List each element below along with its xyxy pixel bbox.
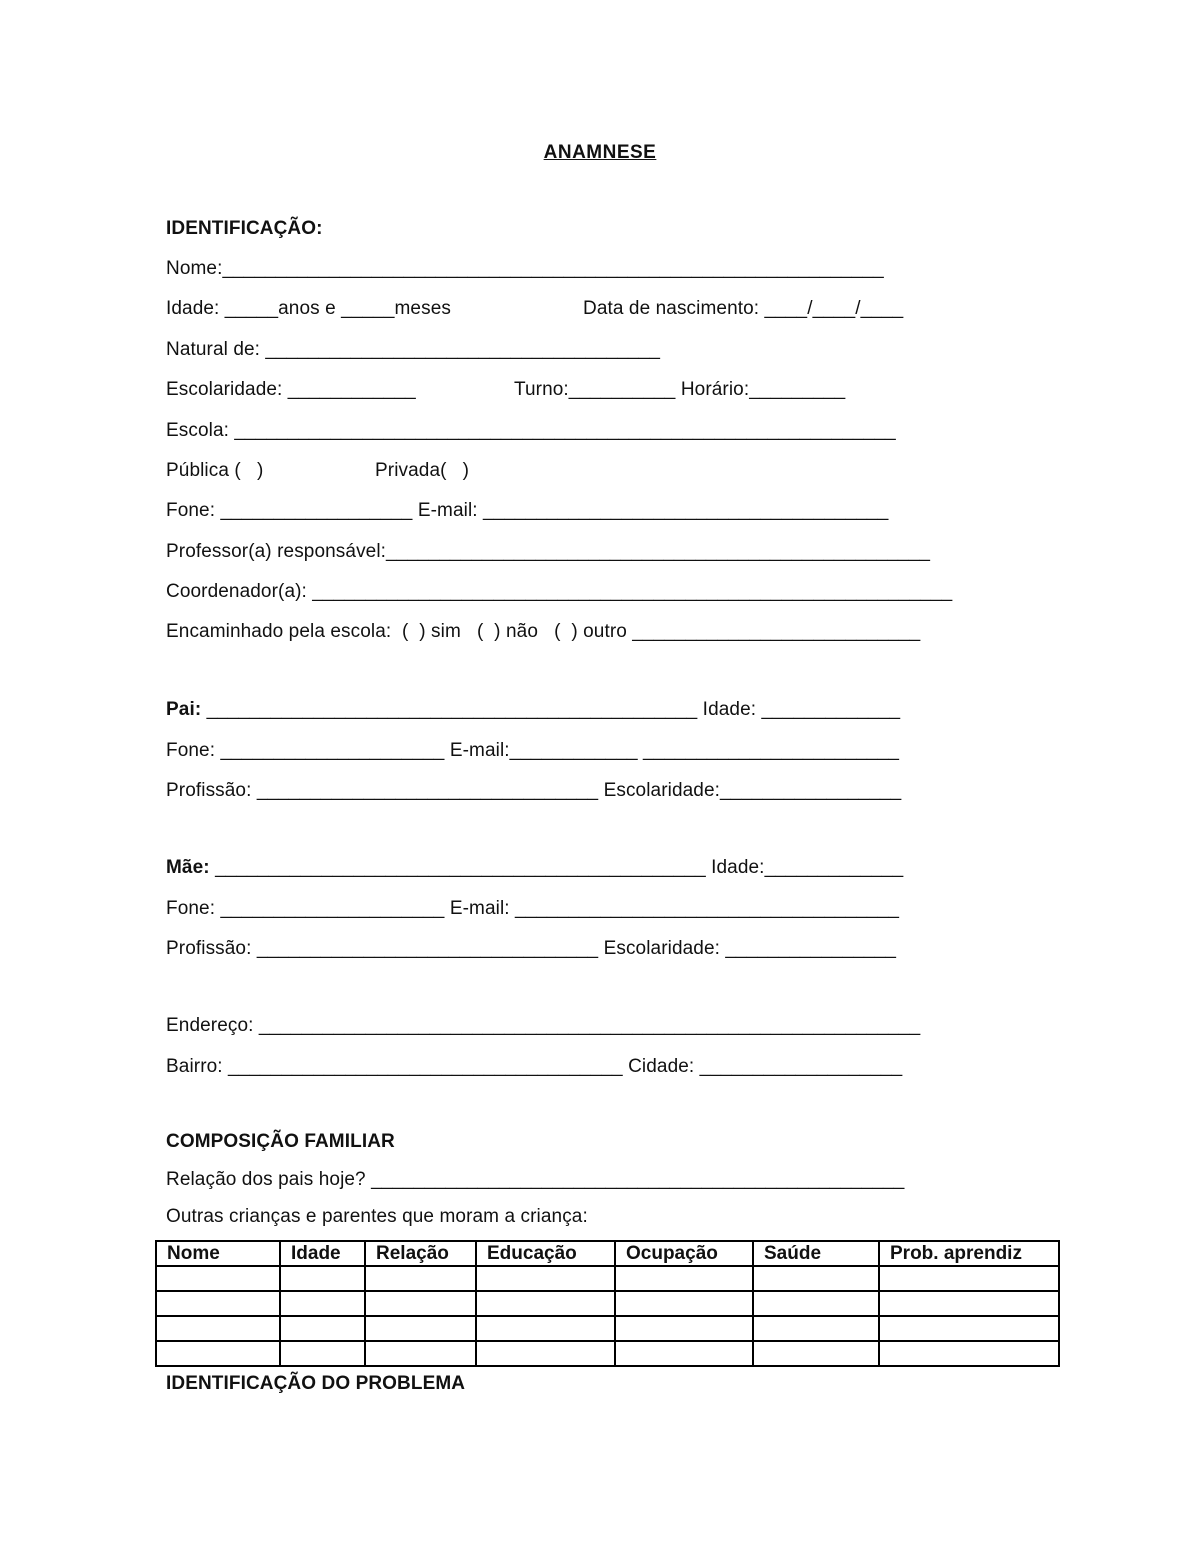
table-cell[interactable] — [280, 1341, 365, 1366]
pai-profissao-field[interactable]: Profissão: ________________________________ Escolaridade:_________________ — [166, 780, 902, 801]
table-cell[interactable] — [365, 1316, 476, 1341]
table-row — [156, 1291, 1059, 1316]
table-cell[interactable] — [476, 1291, 615, 1316]
family-table — [155, 1240, 1060, 1367]
encaminhado-field[interactable]: Encaminhado pela escola: ( ) sim ( ) não ( ) outro ___________________________ — [166, 621, 921, 642]
endereco-field[interactable]: Endereço: ______________________________________________________________ — [166, 1015, 921, 1036]
table-row — [156, 1341, 1059, 1366]
problema-heading: IDENTIFICAÇÃO DO PROBLEMA — [166, 1373, 466, 1394]
fone-email-field[interactable]: Fone: __________________ E-mail: ______________________________________ — [166, 500, 889, 521]
col-saude-header: Saúde — [753, 1241, 879, 1266]
table-cell[interactable] — [476, 1341, 615, 1366]
col-prob-aprendiz-header: Prob. aprendiz — [879, 1241, 1059, 1266]
table-cell[interactable] — [476, 1266, 615, 1291]
pai-nome-row[interactable] — [166, 699, 900, 721]
table-cell[interactable] — [879, 1316, 1059, 1341]
table-cell[interactable] — [280, 1266, 365, 1291]
table-cell[interactable] — [879, 1291, 1059, 1316]
mae-nome-field[interactable]: ______________________________________________ Idade:_____________ — [209, 857, 904, 878]
col-educacao-header: Educação — [476, 1241, 615, 1266]
table-cell[interactable] — [365, 1341, 476, 1366]
table-cell[interactable] — [879, 1341, 1059, 1366]
escola-field[interactable]: Escola: ______________________________________________________________ — [166, 420, 896, 441]
table-cell[interactable] — [615, 1341, 753, 1366]
col-relacao-header: Relação — [365, 1241, 476, 1266]
page-title: ANAMNESE — [543, 142, 657, 163]
col-nome-header: Nome — [156, 1241, 280, 1266]
table-cell[interactable] — [156, 1316, 280, 1341]
pai-nome-field[interactable]: ______________________________________________ Idade: _____________ — [201, 699, 901, 720]
professor-field[interactable]: Professor(a) responsável:___________________________________________________ — [166, 541, 931, 562]
table-cell[interactable] — [753, 1266, 879, 1291]
pai-label: Pai: — [166, 699, 202, 720]
pai-fone-email-field[interactable]: Fone: _____________________ E-mail:____________ ________________________ — [166, 740, 900, 761]
composicao-heading: COMPOSIÇÃO FAMILIAR — [166, 1131, 395, 1152]
mae-fone-email-field[interactable]: Fone: _____________________ E-mail: ____________________________________ — [166, 898, 900, 919]
data-nascimento-field[interactable]: Data de nascimento: ____/____/____ — [583, 298, 904, 319]
mae-label: Mãe: — [166, 857, 210, 878]
table-row — [156, 1316, 1059, 1341]
table-cell[interactable] — [156, 1291, 280, 1316]
table-cell[interactable] — [365, 1291, 476, 1316]
relacao-pais-field[interactable]: Relação dos pais hoje? __________________________________________________ — [166, 1169, 905, 1190]
mae-nome-row[interactable] — [166, 857, 903, 879]
mae-profissao-field[interactable]: Profissão: ________________________________ Escolaridade: ________________ — [166, 938, 897, 959]
escolaridade-field[interactable]: Escolaridade: ____________ — [166, 379, 416, 400]
privada-checkbox[interactable]: Privada( ) — [375, 460, 470, 481]
table-cell[interactable] — [753, 1291, 879, 1316]
table-cell[interactable] — [476, 1316, 615, 1341]
identificacao-heading: IDENTIFICAÇÃO: — [166, 218, 323, 239]
table-cell[interactable] — [615, 1291, 753, 1316]
table-row — [156, 1266, 1059, 1291]
table-cell[interactable] — [280, 1291, 365, 1316]
bairro-cidade-field[interactable]: Bairro: _____________________________________ Cidade: ___________________ — [166, 1056, 903, 1077]
table-cell[interactable] — [280, 1316, 365, 1341]
idade-field[interactable]: Idade: _____anos e _____meses — [166, 298, 451, 319]
table-cell[interactable] — [879, 1266, 1059, 1291]
family-table-header — [156, 1241, 1059, 1266]
col-idade-header: Idade — [280, 1241, 365, 1266]
col-ocupacao-header: Ocupação — [615, 1241, 753, 1266]
natural-field[interactable]: Natural de: _____________________________________ — [166, 339, 661, 360]
table-cell[interactable] — [365, 1266, 476, 1291]
table-cell[interactable] — [615, 1266, 753, 1291]
outras-criancas-label: Outras crianças e parentes que moram a criança: — [166, 1206, 588, 1227]
table-cell[interactable] — [156, 1341, 280, 1366]
coordenador-field[interactable]: Coordenador(a): ____________________________________________________________ — [166, 581, 953, 602]
table-cell[interactable] — [753, 1316, 879, 1341]
nome-field[interactable]: Nome:______________________________________________________________ — [166, 258, 884, 279]
publica-checkbox[interactable]: Pública ( ) — [166, 460, 264, 481]
table-cell[interactable] — [156, 1266, 280, 1291]
table-cell[interactable] — [615, 1316, 753, 1341]
table-cell[interactable] — [753, 1341, 879, 1366]
turno-horario-field[interactable]: Turno:__________ Horário:_________ — [514, 379, 846, 400]
